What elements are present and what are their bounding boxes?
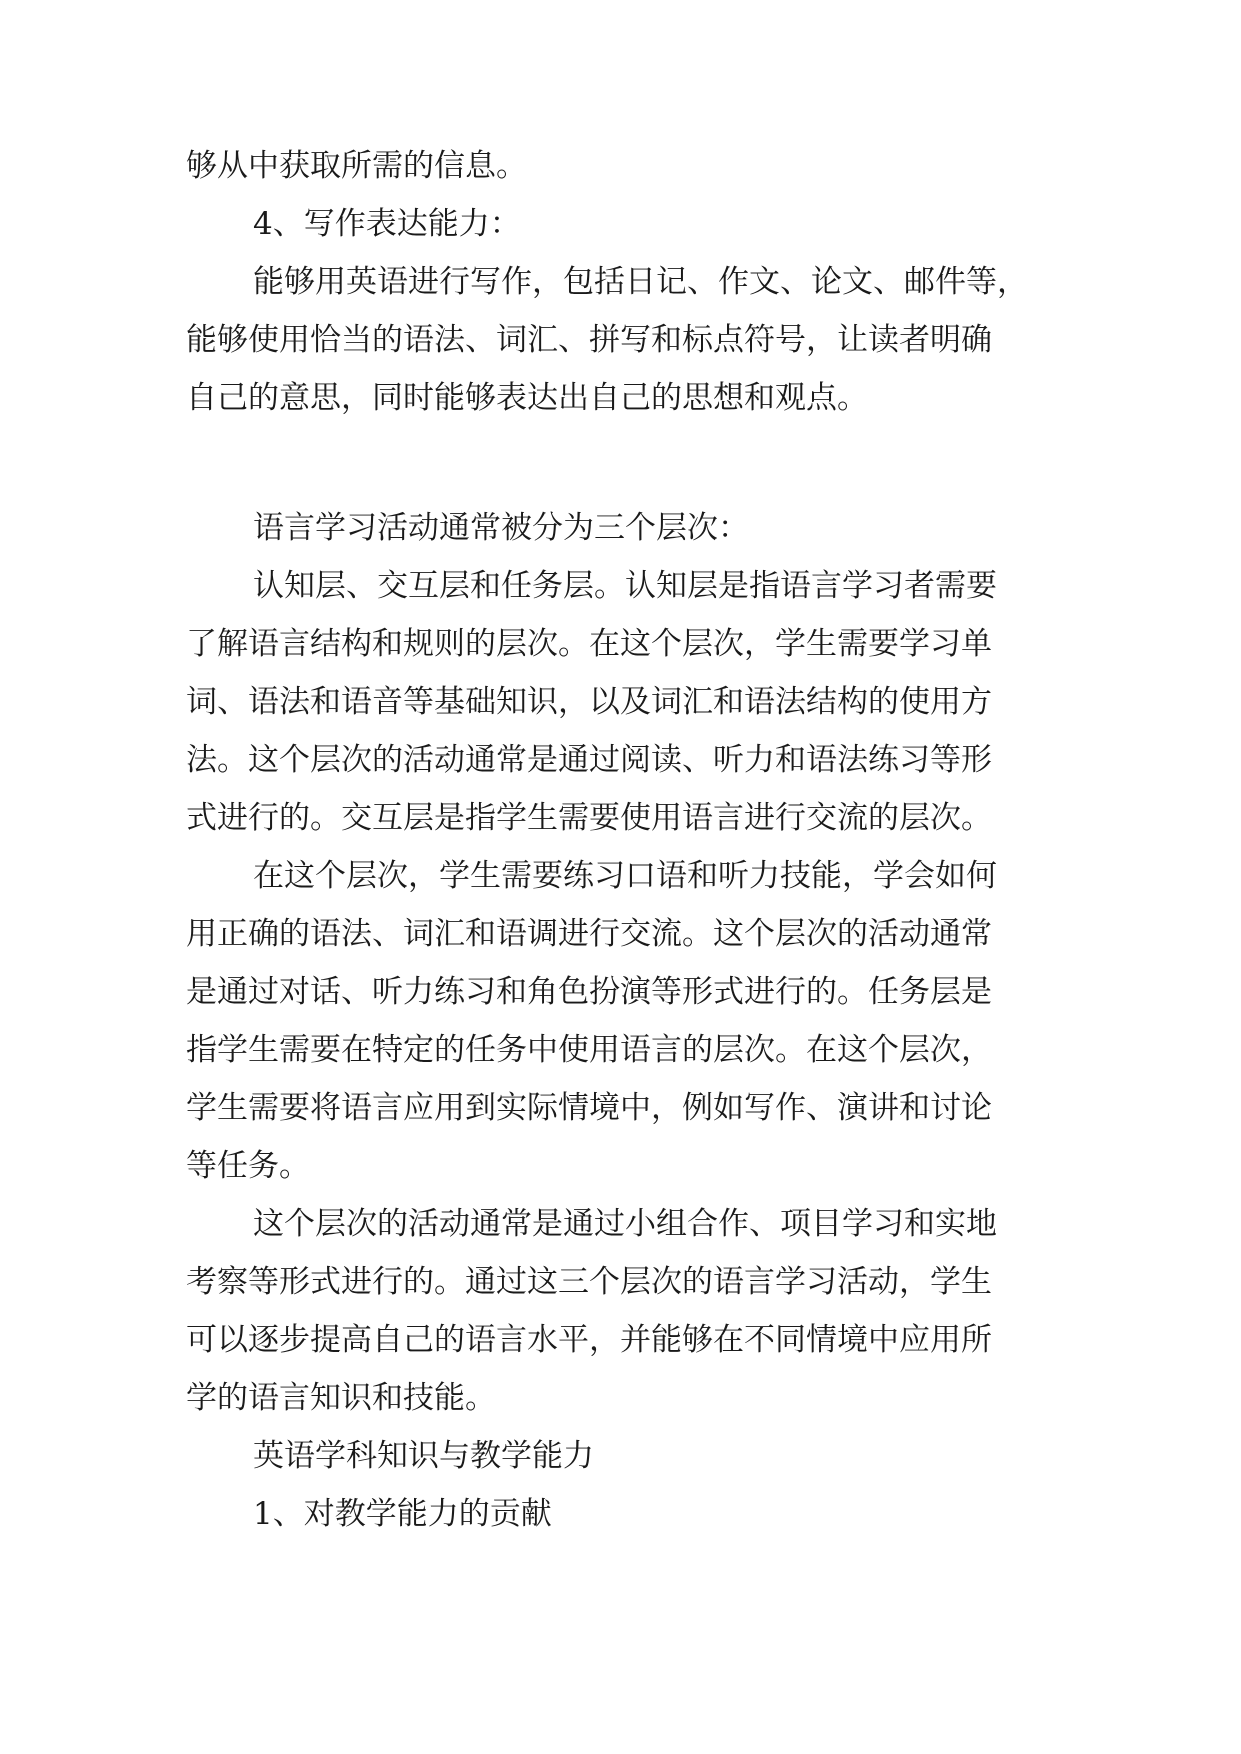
text-line: 用正确的语法、词汇和语调进行交流。这个层次的活动通常: [186, 916, 992, 952]
text-line: 这个层次的活动通常是通过小组合作、项目学习和实地: [253, 1206, 997, 1242]
text-line: 考察等形式进行的。通过这三个层次的语言学习活动，学生: [186, 1264, 992, 1300]
text-line: 学的语言知识和技能。: [186, 1380, 496, 1416]
text-line: 法。这个层次的活动通常是通过阅读、听力和语法练习等形: [186, 742, 992, 778]
text-line: 了解语言结构和规则的层次。在这个层次，学生需要学习单: [186, 626, 992, 662]
text-line: 式进行的。交互层是指学生需要使用语言进行交流的层次。: [186, 800, 992, 836]
text-line: 在这个层次，学生需要练习口语和听力技能，学会如何: [253, 858, 997, 894]
text-line: 词、语法和语音等基础知识，以及词汇和语法结构的使用方: [186, 684, 992, 720]
section-heading: 语言学习活动通常被分为三个层次：: [253, 510, 749, 546]
text-line: 自己的意思，同时能够表达出自己的思想和观点。: [186, 380, 868, 416]
text-line: 可以逐步提高自己的语言水平，并能够在不同情境中应用所: [186, 1322, 992, 1358]
text-line: 能够使用恰当的语法、词汇、拼写和标点符号，让读者明确: [186, 322, 992, 358]
text-line: 是通过对话、听力练习和角色扮演等形式进行的。任务层是: [186, 974, 992, 1010]
text-line: 等任务。: [186, 1148, 310, 1184]
text-line: 能够用英语进行写作，包括日记、作文、论文、邮件等，: [253, 264, 1028, 300]
text-line: 学生需要将语言应用到实际情境中，例如写作、演讲和讨论: [186, 1090, 992, 1126]
section-heading: 英语学科知识与教学能力: [253, 1438, 594, 1474]
text-line: 认知层、交互层和任务层。认知层是指语言学习者需要: [253, 568, 997, 604]
text-line: 指学生需要在特定的任务中使用语言的层次。在这个层次，: [186, 1032, 992, 1068]
text-line: 够从中获取所需的信息。: [186, 148, 527, 184]
section-heading: 4、写作表达能力：: [253, 206, 521, 242]
section-heading: 1、对教学能力的贡献: [253, 1496, 552, 1532]
